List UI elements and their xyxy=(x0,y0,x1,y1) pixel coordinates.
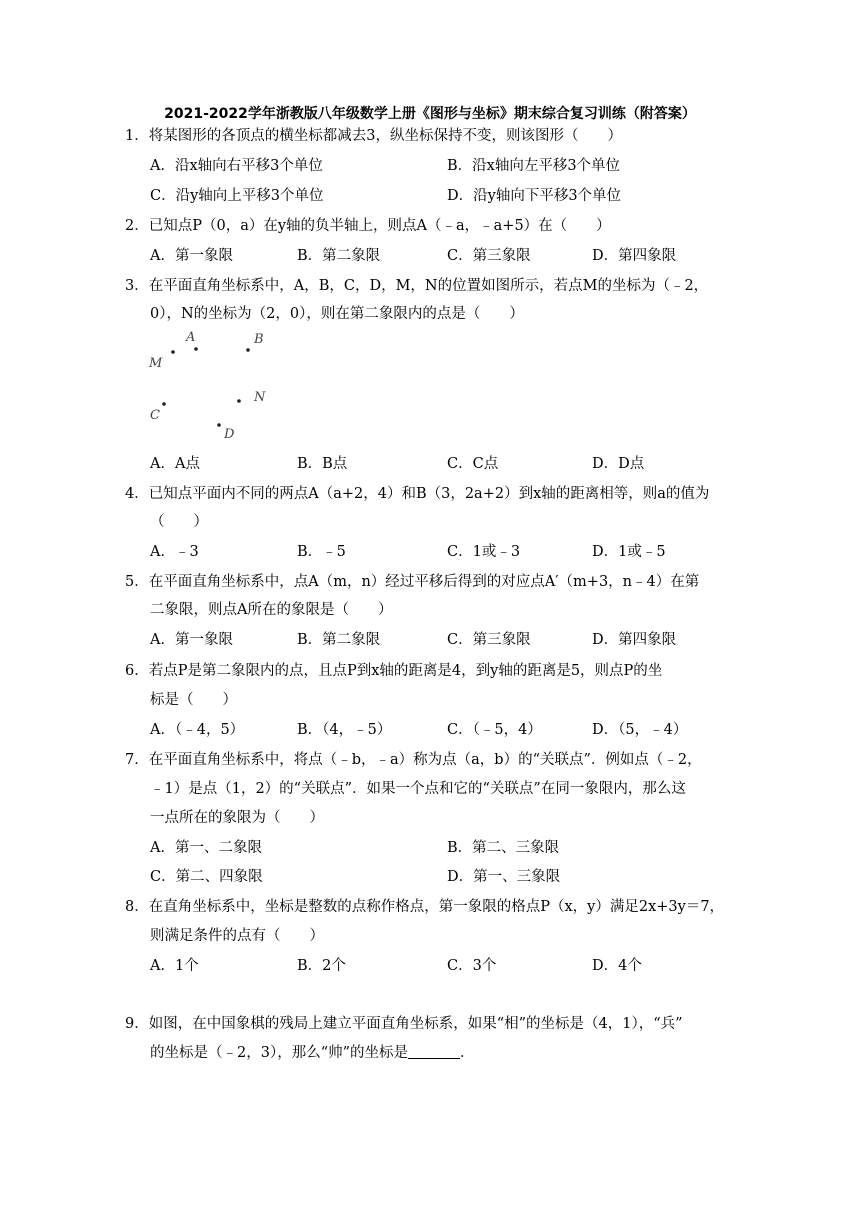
q3-option-c: C．C点 xyxy=(447,456,499,472)
q3-stem-line2: 0），N的坐标为（2，0），则在第二象限内的点是（ ） xyxy=(150,306,524,322)
q5-option-b: B．第二象限 xyxy=(297,632,381,648)
q7-option-d: D．第一、三象限 xyxy=(447,869,561,885)
q7-option-b: B．第二、三象限 xyxy=(447,840,560,856)
q8-option-b: B．2个 xyxy=(297,958,346,974)
q2-option-b: B．第二象限 xyxy=(297,248,381,264)
q3-point-figure xyxy=(140,322,290,446)
q7-stem-line1: 7．在平面直角坐标系中，将点（﹣b，﹣a）称为点（a，b）的“关联点”．例如点（﹣2， xyxy=(125,752,702,768)
q4-option-c: C．1或﹣3 xyxy=(447,544,521,560)
point-a-dot xyxy=(194,347,198,351)
q5-stem-line1: 5．在平面直角坐标系中，点A（m，n）经过平移后得到的对应点A′（m+3，n﹣4）在第 xyxy=(125,574,700,590)
q4-stem-line2: （ ） xyxy=(150,514,208,530)
q6-stem-line2: 标是（ ） xyxy=(150,692,237,708)
q4-option-a: A．﹣3 xyxy=(150,544,199,560)
q8-option-d: D．4个 xyxy=(592,958,642,974)
q6-option-c: C．（﹣5，4） xyxy=(447,722,542,738)
q7-stem-line2: ﹣1）是点（1，2）的“关联点”．如果一个点和它的“关联点”在同一象限内，那么这 xyxy=(150,781,686,797)
q9-stem-end: ． xyxy=(460,1045,475,1061)
q7-stem-line3: 一点所在的象限为（ ） xyxy=(150,810,324,826)
q6-option-a: A．（﹣4，5） xyxy=(150,722,245,738)
q6-option-d: D．（5，﹣4） xyxy=(592,722,688,738)
point-d-dot xyxy=(217,423,221,427)
q2-option-d: D．第四象限 xyxy=(592,248,677,264)
q7-option-c: C．第二、四象限 xyxy=(150,869,263,885)
q1-option-a: A．沿x轴向右平移3个单位 xyxy=(150,158,323,174)
point-n-label: N xyxy=(254,390,266,405)
point-c-label: C xyxy=(150,408,160,423)
q2-option-c: C．第三象限 xyxy=(447,248,531,264)
q9-stem-line2 xyxy=(150,1041,475,1062)
point-b-label: B xyxy=(254,332,264,347)
q3-option-a: A．A点 xyxy=(150,456,200,472)
q5-option-d: D．第四象限 xyxy=(592,632,677,648)
q9-answer-blank xyxy=(408,1044,460,1059)
q5-option-a: A．第一象限 xyxy=(150,632,233,648)
q8-option-a: A．1个 xyxy=(150,958,199,974)
q4-option-b: B．﹣5 xyxy=(297,544,346,560)
q5-stem-line2: 二象限，则点A所在的象限是（ ） xyxy=(150,602,393,618)
q1-option-b: B．沿x轴向左平移3个单位 xyxy=(447,158,621,174)
point-b-dot xyxy=(246,348,250,352)
point-m-label: M xyxy=(149,356,163,371)
q8-stem-line2: 则满足条件的点有（ ） xyxy=(150,928,324,944)
page-title: 2021-2022学年浙教版八年级数学上册《图形与坐标》期末综合复习训练（附答案） xyxy=(164,106,696,122)
point-d-label: D xyxy=(224,427,235,442)
q8-option-c: C．3个 xyxy=(447,958,497,974)
q7-option-a: A．第一、二象限 xyxy=(150,840,262,856)
q2-option-a: A．第一象限 xyxy=(150,248,233,264)
q9-stem-line1: 9．如图，在中国象棋的残局上建立平面直角坐标系，如果“相”的坐标是（4，1），“兵” xyxy=(125,1016,683,1032)
q5-option-c: C．第三象限 xyxy=(447,632,531,648)
q8-stem-line1: 8．在直角坐标系中，坐标是整数的点称作格点，第一象限的格点P（x，y）满足2x+3y＝7， xyxy=(125,899,725,915)
point-m-dot xyxy=(171,350,175,354)
point-c-dot xyxy=(162,402,166,406)
q4-stem-line1: 4．已知点平面内不同的两点A（a+2，4）和B（3，2a+2）到x轴的距离相等，则a的值为 xyxy=(125,486,710,502)
point-n-dot xyxy=(237,399,241,403)
q6-option-b: B．（4，﹣5） xyxy=(297,722,392,738)
q9-stem-text: 的坐标是（﹣2，3），那么“帅”的坐标是 xyxy=(150,1045,409,1061)
q1-option-c: C．沿y轴向上平移3个单位 xyxy=(150,188,324,204)
q3-option-b: B．B点 xyxy=(297,456,348,472)
q1-option-d: D．沿y轴向下平移3个单位 xyxy=(447,188,622,204)
q3-stem-line1: 3．在平面直角坐标系中，A，B，C，D，M，N的位置如图所示，若点M的坐标为（﹣2， xyxy=(125,278,709,294)
q1-stem: 1．将某图形的各顶点的横坐标都减去3，纵坐标保持不变，则该图形（ ） xyxy=(125,128,622,144)
point-a-label: A xyxy=(186,330,196,345)
q3-option-d: D．D点 xyxy=(592,456,645,472)
q4-option-d: D．1或﹣5 xyxy=(592,544,666,560)
q6-stem-line1: 6．若点P是第二象限内的点，且点P到x轴的距离是4，到y轴的距离是5，则点P的坐 xyxy=(125,663,663,679)
q2-stem: 2．已知点P（0，a）在y轴的负半轴上，则点A（﹣a，﹣a+5）在（ ） xyxy=(125,218,611,234)
